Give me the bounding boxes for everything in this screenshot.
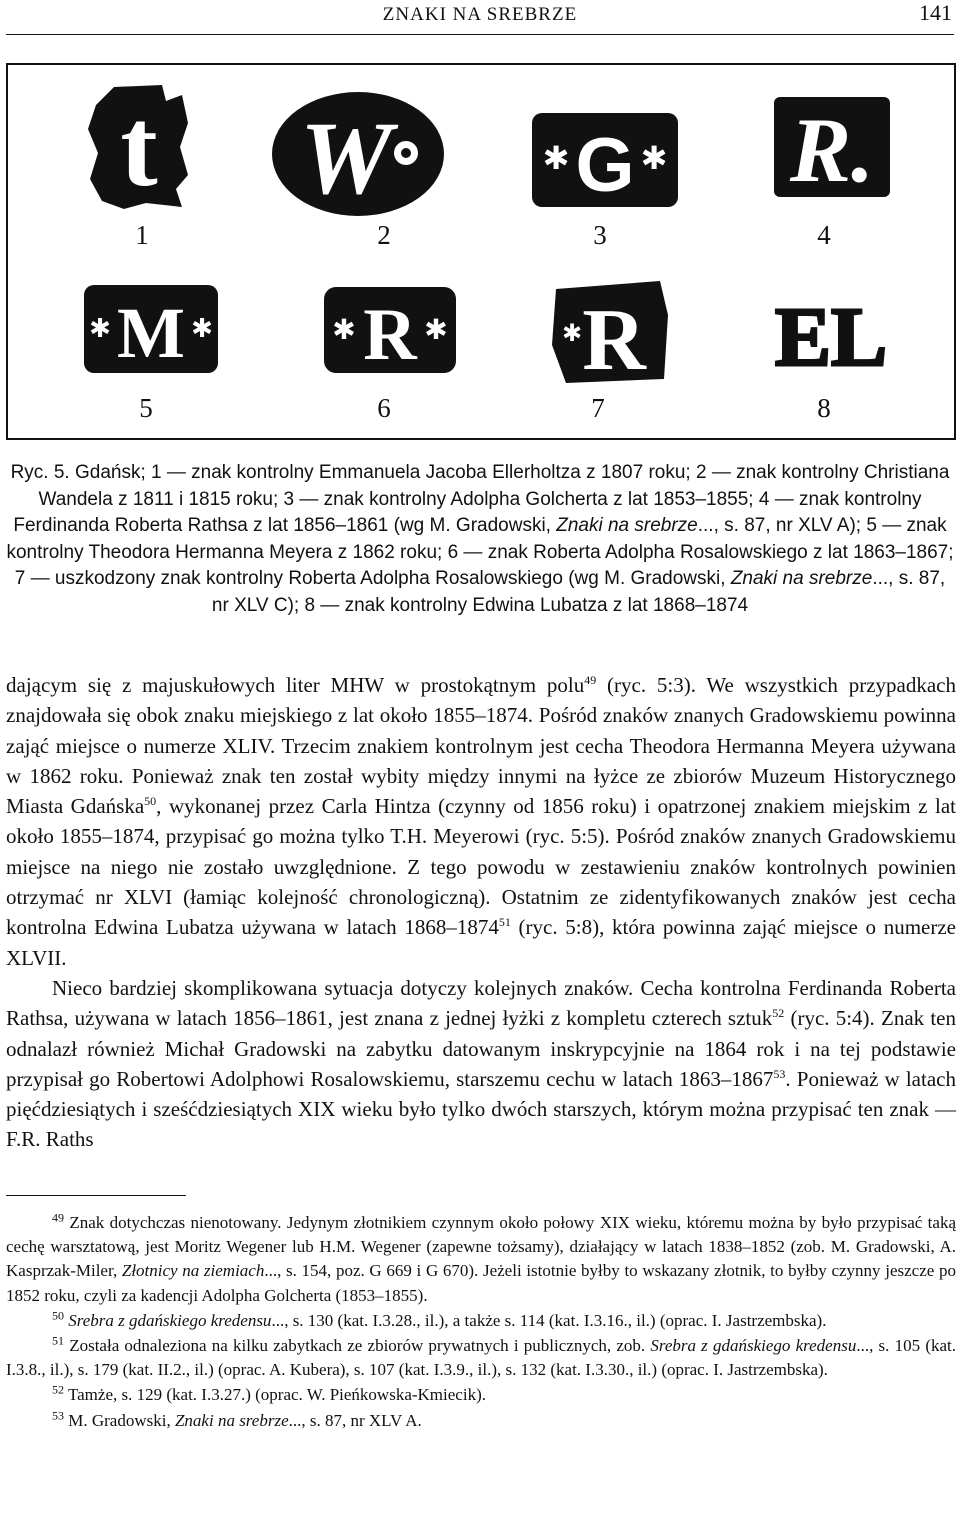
hallmark-3-letters: G — [575, 123, 635, 207]
paragraph-2: Nieco bardziej skomplikowana sytuacja dotyczy kolejnych znaków. Cecha kontrolna Ferdinanda Roberta Rathsa, używana w latach 1856–1861, jest znana z jednej łyżki z kompletu czterech sztuk$^{52}$ (ryc. 5:4). Znak ten odnalazł również Michał Gradowski na zabytku datowanym inskrypcyjnie na 1864 rok i na tej podstawie przypisał go Robertowi Adolphowi Rosalowskiemu, starszemu cechu w latach 1863–1867$^{53}$. Ponieważ w latach pięćdziesiątych i sześćdziesiątych XIX wieku było tylko dwóch starszych, którym można przypisać ten znak — F.R. Raths — [6, 975, 956, 1152]
footnote-ref-51: 51 — [498, 915, 511, 930]
footnote-50: $^{50}$ Srebra z gdańskiego kredensu..., s. 130 (kat. I.3.28., il.), a także s. 114 (kat. I.3.16., il.) (oprac. I. Jastrzembska). — [52, 1308, 827, 1330]
svg-text:✱: ✱ — [191, 314, 213, 344]
hallmark-6-letters: R — [363, 294, 417, 373]
footnote-49: $^{49}$ Znak dotychczas nienotowany. Jedynym złotnikiem czynnym około połowy XIX wieku, któremu można by było przypisać taką cechę warsztatową, jest Moritz Wegener lub H.M. Wegener (zapewne tożsamy), działający w latach 1838–1852 (zob. M. Gradowski, A. Kasprzak-Miler, Złotnicy na ziemiach..., s. 154, poz. G 669 i G 670). Jeżeli istotnie byłby to wskazany złotnik, to byłby czynny jeszcze po 1852 roku, czyli za kadencji Adolpha Golcherta (1853–1855). — [6, 1210, 956, 1305]
footnotes — [6, 1211, 956, 1434]
hallmark-7-letters: R — [582, 292, 646, 387]
svg-text:✱: ✱ — [332, 313, 356, 346]
figure-number-1: 1 — [135, 220, 149, 250]
hallmark-3 — [532, 113, 678, 207]
footnote-ref-49: 49 — [584, 673, 597, 687]
figure-number-8: 8 — [817, 393, 831, 423]
hallmark-6 — [324, 287, 456, 373]
svg-text:✱: ✱ — [424, 313, 448, 346]
figure-number-4: 4 — [817, 220, 831, 250]
footnote-ref-53: 53 — [773, 1066, 786, 1081]
figure-number-5: 5 — [139, 393, 153, 423]
hallmark-4-letters: R. — [789, 99, 875, 197]
footnote-51: $^{51}$ Została odnaleziona na kilku zabytkach ze zbiorów prywatnych i publicznych, zob. Srebra z gdańskiego kredensu..., s. 105 (kat. I.3.8., il.), s. 179 (kat. II.2., il.) (oprac. A. Kubera), s. 107 (kat. I.3.9., il.), s. 132 (kat. I.3.30., il.) (oprac. I. Jastrzembska). — [6, 1333, 956, 1380]
figure-number-7: 7 — [591, 393, 605, 423]
page-number: 141 — [919, 0, 952, 25]
body-text — [6, 670, 956, 1155]
hallmark-5-letters: M — [117, 293, 185, 373]
figure-number-3: 3 — [593, 220, 607, 250]
hallmark-8-letters: EL — [774, 291, 888, 375]
hallmark-2-letters: W — [299, 101, 393, 216]
svg-text:✱: ✱ — [542, 139, 570, 177]
hallmark-5 — [84, 285, 218, 373]
paragraph-1: dającym się z majuskułowych liter MHW w prostokątnym polu$^{49}$ (ryc. 5:3). We wszystkich przypadkach znajdowała się obok znaku miejskiego z lat około 1855–1874. Pośród znaków znanych Gradowskiemu powinna zająć miejsce o numerze XLIV. Trzecim znakiem kontrolnym jest cecha Theodora Hermanna Meyera używana w 1862 roku. Ponieważ znak ten został wybity między innymi na łyżce ze zbiorów Muzeum Historycznego Miasta Gdańska$^{50}$, wykonanej przez Carla Hintza (czynny od 1856 roku) i opatrzonej znakiem miejskim z lat około 1855–1874, przypisać go można tylko T.H. Meyerowi (ryc. 5:5). Pośród znaków znanych Gradowskiemu miejsce na niego nie zostało uwzględnione. Z tego powodu w zestawieniu znaków kontrolnych powinien otrzymać nr XLVI (łamiąc kolejność chronologiczną). Ostatnim ze zidentyfikowanych znaków jest cecha kontrolna Edwina Lubatza używana w latach 1868–1874$^{51}$ (ryc. 5:8), która powinna zająć miejsce o numerze XLVII. — [6, 673, 957, 970]
svg-text:✱: ✱ — [640, 139, 668, 177]
running-header — [6, 0, 954, 35]
running-title: ZNAKI NA SREBRZE — [382, 4, 578, 25]
hallmark-4 — [774, 97, 890, 197]
hallmark-7 — [548, 275, 672, 387]
figure-number-6: 6 — [377, 393, 391, 423]
hallmark-1-letters: t — [120, 86, 158, 210]
footnote-ref-50: 50 — [144, 794, 157, 809]
figure-hallmarks — [6, 63, 956, 440]
svg-text:✱: ✱ — [89, 314, 111, 344]
footnote-divider — [6, 1195, 186, 1196]
footnote-ref-52: 52 — [772, 1006, 785, 1021]
footnote-53: $^{53}$ M. Gradowski, Znaki na srebrze..., s. 87, nr XLV A. — [52, 1407, 422, 1430]
hallmark-2 — [268, 89, 448, 219]
figure-number-2: 2 — [377, 220, 391, 250]
hallmark-1 — [84, 83, 194, 213]
hallmark-8 — [768, 291, 894, 375]
figure-caption: Ryc. 5. Gdańsk; 1 — znak kontrolny Emmanuela Jacoba Ellerholtza z 1807 roku; 2 — znak kontrolny Christiana Wandela z 1811 i 1815 roku; 3 — znak kontrolny Adolpha Golcherta z lat 1853–1855; 4 — znak kontrolny Ferdinanda Roberta Rathsa z lat 1856–1861 (wg M. Gradowski, Znaki na srebrze..., s. 87, nr XLV A); 5 — znak kontrolny Theodora Hermanna Meyera z 1862 roku; 6 — znak Roberta Adolpha Rosalowskiego z lat 1863–1867; 7 — uszkodzony znak kontrolny Roberta Adolpha Rosalowskiego (wg M. Gradowski, Znaki na srebrze..., s. 87, nr XLV C); 8 — znak kontrolny Edwina Lubatza z lat 1868–1874 — [6, 462, 954, 616]
footnote-52: $^{52}$ Tamże, s. 129 (kat. I.3.27.) (oprac. W. Pieńkowska-Kmiecik). — [52, 1382, 486, 1405]
svg-text:✱: ✱ — [561, 319, 583, 347]
